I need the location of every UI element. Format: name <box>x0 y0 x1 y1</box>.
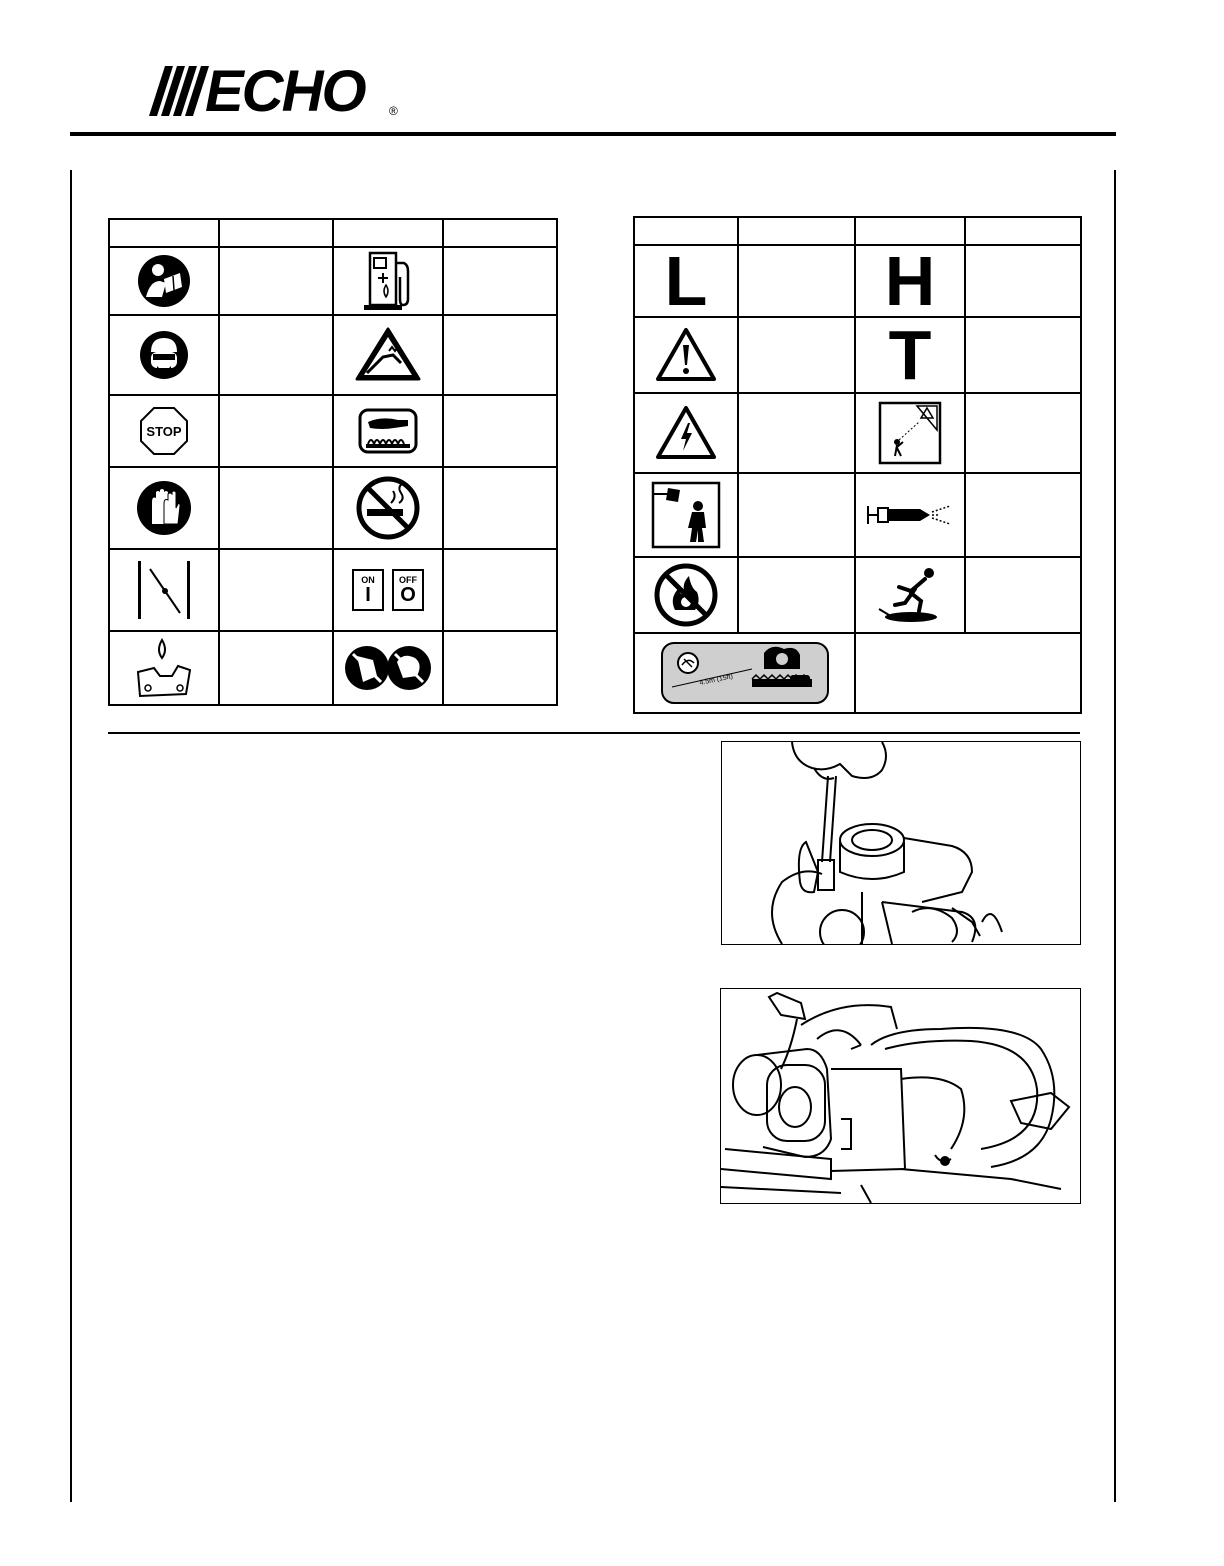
table-row <box>109 549 557 631</box>
description-cell <box>738 245 855 317</box>
symbol-cell <box>634 557 738 633</box>
injection-hazard-icon <box>864 498 956 532</box>
gloves-icon <box>136 480 192 536</box>
table-row <box>634 317 1081 393</box>
engine-drawing <box>721 989 1080 1203</box>
description-cell <box>965 393 1081 473</box>
description-cell <box>965 245 1081 317</box>
symbol-cell <box>109 467 219 549</box>
echo-logo <box>145 59 405 124</box>
description-cell <box>443 395 557 467</box>
symbol-cell <box>109 315 219 395</box>
symbol-cell <box>109 395 219 467</box>
description-cell <box>219 315 333 395</box>
read-manual-icon <box>136 253 192 309</box>
description-cell <box>443 247 557 315</box>
no-fire-icon <box>653 562 719 628</box>
carburetor-drawing <box>722 742 1080 944</box>
symbol-cell <box>333 631 443 705</box>
table-row <box>634 633 1081 713</box>
letter-t-icon: T <box>888 316 932 394</box>
header-cell <box>333 219 443 247</box>
description-cell <box>738 317 855 393</box>
header-rule <box>70 132 1116 136</box>
off-symbol: O <box>400 584 416 606</box>
logo-text: ECHO <box>205 59 365 124</box>
description-cell <box>219 247 333 315</box>
symbol-cell <box>333 467 443 549</box>
header-cell <box>965 217 1081 245</box>
fuel-pump-icon <box>356 249 420 313</box>
symbol-cell <box>109 631 219 705</box>
table-row <box>109 467 557 549</box>
no-hand-no-foot-icon <box>343 640 433 696</box>
table-row <box>109 315 557 395</box>
symbol-cell <box>109 247 219 315</box>
oil-drop-icon <box>132 636 196 700</box>
electrical-hazard-icon <box>655 405 717 461</box>
header-cell <box>219 219 333 247</box>
hot-surface-icon <box>358 408 418 454</box>
description-cell <box>219 467 333 549</box>
no-smoking-icon <box>355 475 421 541</box>
symbol-cell <box>109 549 219 631</box>
registered-mark: ® <box>389 104 398 118</box>
description-cell <box>219 549 333 631</box>
cutting-hazard-icon <box>353 325 423 385</box>
table-row <box>634 393 1081 473</box>
symbol-cell <box>634 393 738 473</box>
safe-distance-icon <box>660 639 830 707</box>
description-cell <box>738 557 855 633</box>
letter-l-icon: L <box>664 242 708 320</box>
header-cell <box>634 217 738 245</box>
symbol-cell <box>855 242 965 320</box>
description-cell <box>965 473 1081 557</box>
table-header-row <box>109 219 557 247</box>
table-row <box>634 557 1081 633</box>
header-cell <box>738 217 855 245</box>
header-cell <box>855 217 965 245</box>
symbol-cell <box>634 317 738 393</box>
falling-object-icon <box>650 480 722 550</box>
symbol-cell <box>634 473 738 557</box>
on-off-switch-icon <box>334 569 442 611</box>
on-label: ON <box>361 575 375 585</box>
symbol-cell <box>333 549 443 631</box>
description-cell <box>443 467 557 549</box>
description-cell <box>219 395 333 467</box>
table-row <box>634 245 1081 317</box>
off-switch <box>392 569 424 611</box>
description-cell <box>738 473 855 557</box>
header-cell <box>109 219 219 247</box>
description-cell <box>219 631 333 705</box>
symbol-cell <box>855 317 965 393</box>
table-row <box>634 473 1081 557</box>
hedge-trimmer-engine-illustration <box>720 988 1081 1204</box>
carburetor-adjustment-illustration <box>721 741 1081 945</box>
table-row <box>109 247 557 315</box>
right-margin-line <box>1114 170 1116 1502</box>
description-cell <box>855 633 1081 713</box>
symbols-table-right <box>633 216 1082 714</box>
description-cell <box>965 557 1081 633</box>
eye-ear-protection-icon <box>139 330 189 380</box>
stop-sign-icon <box>139 406 189 456</box>
table-row <box>109 631 557 705</box>
on-symbol: I <box>365 584 371 606</box>
symbol-cell <box>855 473 965 557</box>
description-cell <box>443 631 557 705</box>
symbol-cell <box>333 247 443 315</box>
symbol-cell <box>855 393 965 473</box>
slippery-surface-icon <box>875 565 945 625</box>
symbol-cell <box>855 557 965 633</box>
overhead-hazard-icon <box>877 400 943 466</box>
distance-label: 4.5m (15ft) <box>698 673 734 687</box>
section-divider <box>108 732 1080 734</box>
description-cell <box>443 549 557 631</box>
table-header-row <box>634 217 1081 245</box>
symbol-cell <box>634 633 855 713</box>
warning-triangle-icon <box>655 327 717 383</box>
letter-h-icon: H <box>884 242 936 320</box>
description-cell <box>965 317 1081 393</box>
header-cell <box>443 219 557 247</box>
on-switch <box>352 569 384 611</box>
stop-text: STOP <box>146 424 182 439</box>
symbol-cell <box>333 315 443 395</box>
symbol-cell <box>333 395 443 467</box>
left-margin-line <box>70 170 72 1502</box>
symbol-cell <box>634 242 738 320</box>
choke-lever-icon <box>134 559 194 621</box>
table-row <box>109 395 557 467</box>
off-label: OFF <box>399 575 417 585</box>
symbols-table-left <box>108 218 558 706</box>
description-cell <box>738 393 855 473</box>
description-cell <box>443 315 557 395</box>
